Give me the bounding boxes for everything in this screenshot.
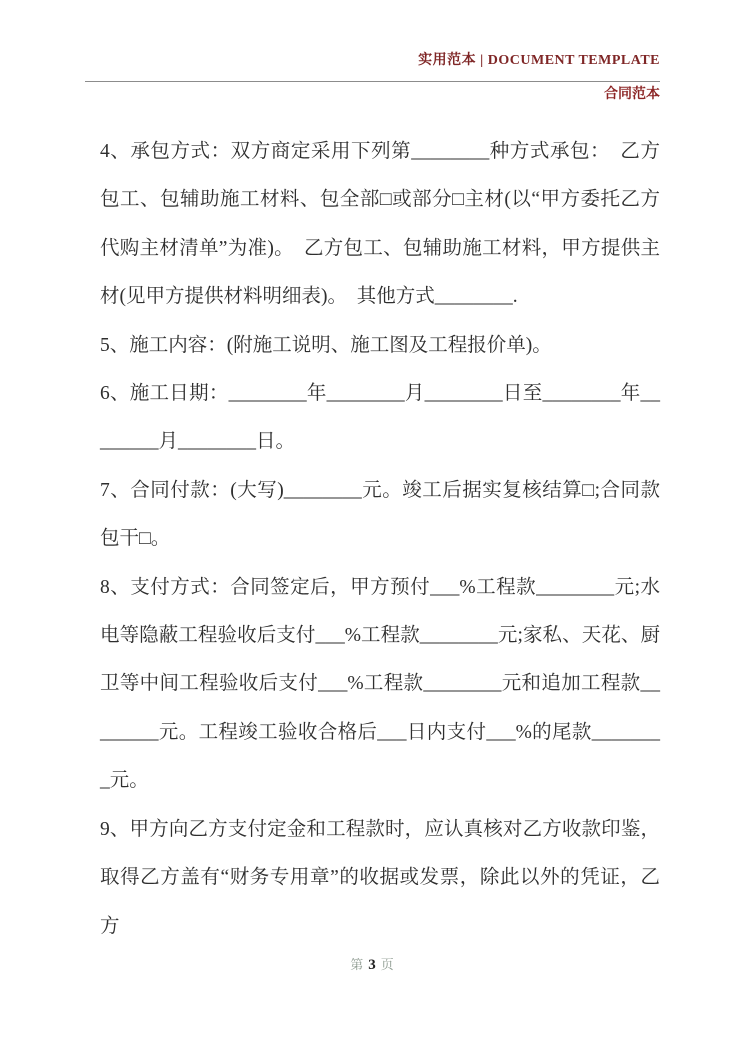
page-number-prefix: 第 xyxy=(350,957,364,972)
page-number-suffix: 页 xyxy=(380,957,394,972)
clause-9-payment-verification: 9、甲方向乙方支付定金和工程款时，应认真核对乙方收款印鉴，取得乙方盖有“财务专用章”的收据或发票，除此以外的凭证，乙方 xyxy=(100,818,660,937)
header-doc-type-label: 合同范本 xyxy=(604,87,660,102)
clause-8-payment-method: 8、支付方式：合同签定后，甲方预付___%工程款________元;水电等隐蔽工程验收后支付___%工程款________元;家私、天花、厨卫等中间工程验收后支付___%工程款________元和追加工程款________元。工程竣工验收合格后___日内支付___%的尾款________元。 xyxy=(100,576,660,792)
clause-4-contract-method: 4、承包方式：双方商定采用下列第________种方式承包： 乙方包工、包辅助施工材料、包全部□或部分□主材(以“甲方委托乙方代购主材清单”为准)。 乙方包工、包辅助施工材料，甲方提供主材(见甲方提供材料明细表)。 其他方式________. xyxy=(100,141,660,308)
clause-5-construction-content: 5、施工内容：(附施工说明、施工图及工程报价单)。 xyxy=(100,334,552,356)
header-brand-text: 实用范本 | DOCUMENT TEMPLATE xyxy=(418,53,660,68)
page-header xyxy=(85,0,660,104)
page-number: 3 xyxy=(368,957,376,973)
contract-body xyxy=(100,128,660,951)
clause-7-contract-payment: 7、合同付款：(大写)________元。竣工后据实复核结算□;合同款包干□。 xyxy=(100,479,660,550)
header-rule xyxy=(85,81,660,82)
page-footer xyxy=(0,952,744,978)
clause-6-construction-date: 6、施工日期：________年________月________日至________年________月________日。 xyxy=(100,383,660,453)
